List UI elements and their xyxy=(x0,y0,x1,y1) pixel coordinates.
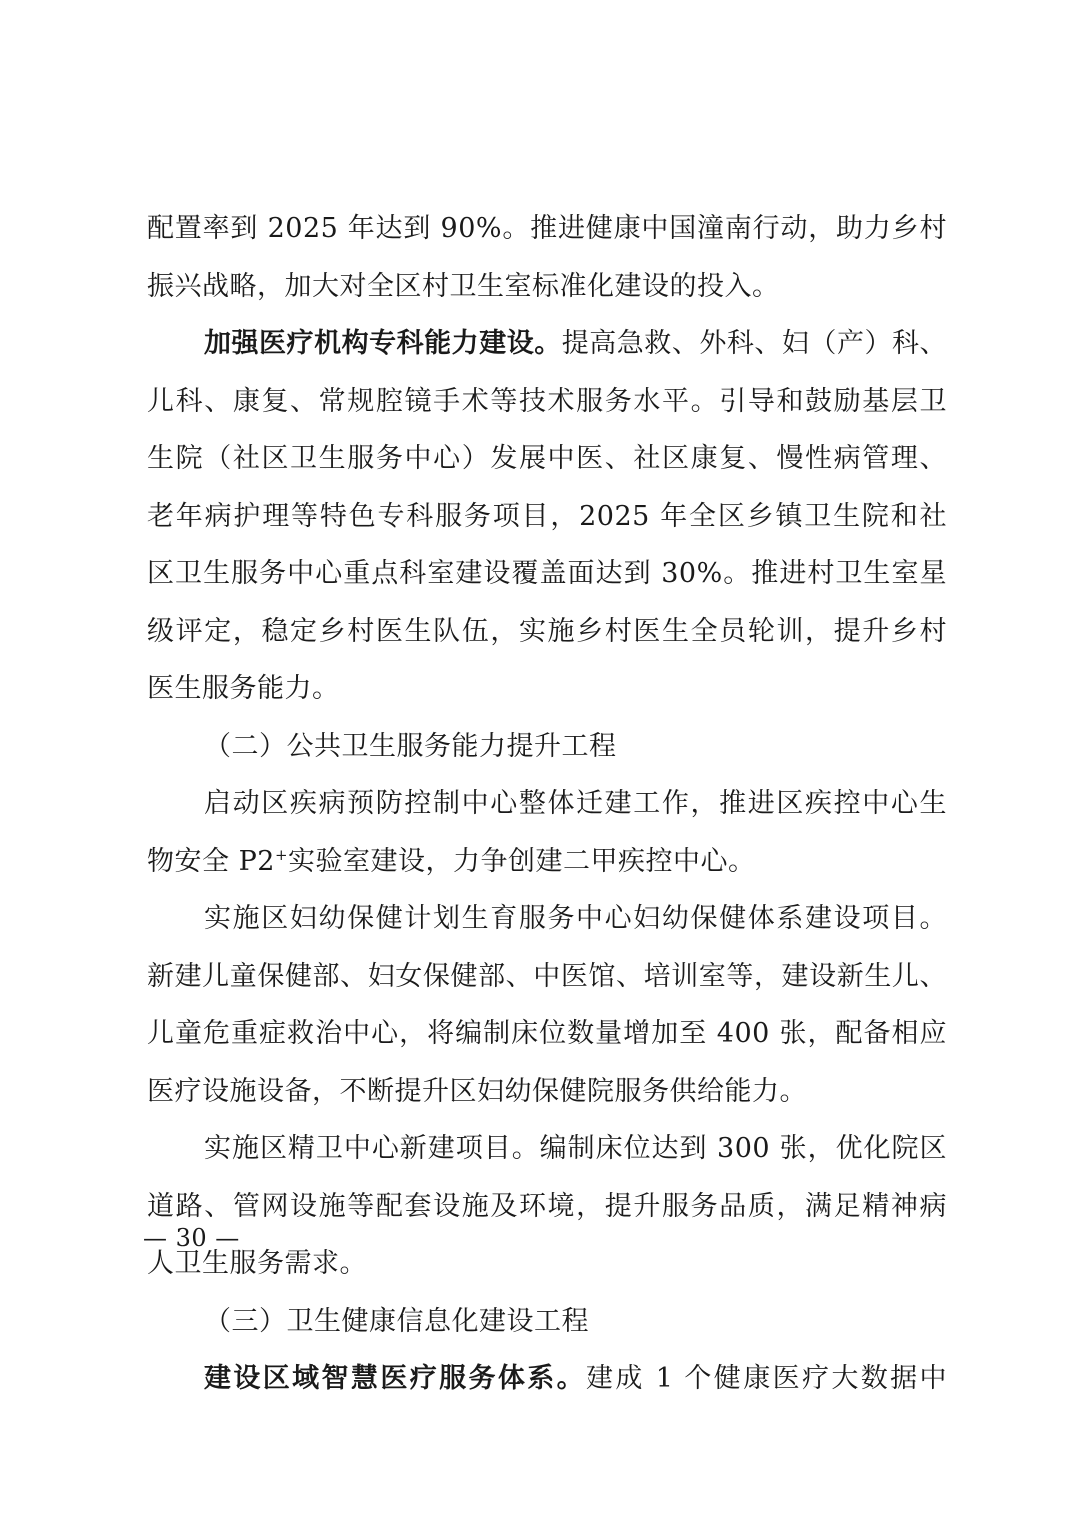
paragraph-lead-heading: 加强医疗机构专科能力建设。 xyxy=(204,328,562,359)
paragraph-text: 实验室建设，力争创建二甲疾控中心。 xyxy=(288,845,756,877)
text-line: 配置率到 2025 年达到 90%。推进健康中国潼南行动，助力乡村 xyxy=(147,213,947,244)
text-line: 区卫生服务中心重点科室建设覆盖面达到 30%。推进村卫生室星 xyxy=(147,558,947,589)
text-line xyxy=(147,1350,947,1408)
text-line: 老年病护理等特色专科服务项目，2025 年全区乡镇卫生院和社 xyxy=(147,500,947,532)
page-number: — 30 — xyxy=(143,1224,240,1252)
text-line: 道路、管网设施等配套设施及环境，提升服务品质，满足精神病 xyxy=(147,1190,947,1222)
text-line: 儿科、康复、常规腔镜手术等技术服务水平。引导和鼓励基层卫 xyxy=(147,385,947,417)
text-line: 儿童危重症救治中心，将编制床位数量增加至 400 张，配备相应 xyxy=(147,1018,947,1049)
text-line: 实施区妇幼保健计划生育服务中心妇幼保健体系建设项目。 xyxy=(204,903,947,934)
section-heading: （三）卫生健康信息化建设工程 xyxy=(204,1305,589,1337)
paragraph-text: 物安全 P2 xyxy=(147,845,275,877)
text-line xyxy=(147,315,947,373)
text-line: 启动区疾病预防控制中心整体迁建工作，推进区疾控中心生 xyxy=(204,788,947,819)
paragraph-text: 提高急救、外科、妇（产）科、 xyxy=(561,328,947,359)
text-line: 振兴战略，加大对全区村卫生室标准化建设的投入。 xyxy=(147,270,780,302)
text-line xyxy=(147,833,947,891)
paragraph-text: 建成 1 个健康医疗大数据中 xyxy=(586,1363,948,1394)
paragraph-lead-heading: 建设区域智慧医疗服务体系。 xyxy=(204,1363,587,1394)
text-line: 级评定，稳定乡村医生队伍，实施乡村医生全员轮训，提升乡村 xyxy=(147,615,947,647)
text-line: 人卫生服务需求。 xyxy=(147,1248,367,1279)
text-line: 生院（社区卫生服务中心）发展中医、社区康复、慢性病管理、 xyxy=(147,443,947,474)
text-line: 医疗设施设备，不断提升区妇幼保健院服务供给能力。 xyxy=(147,1075,807,1107)
text-line: 医生服务能力。 xyxy=(147,673,340,704)
superscript: + xyxy=(274,845,289,864)
section-heading: （二）公共卫生服务能力提升工程 xyxy=(204,730,617,762)
document-body xyxy=(147,200,947,1408)
text-line: 实施区精卫中心新建项目。编制床位达到 300 张，优化院区 xyxy=(204,1133,947,1164)
text-line: 新建儿童保健部、妇女保健部、中医馆、培训室等，建设新生儿、 xyxy=(147,960,947,992)
